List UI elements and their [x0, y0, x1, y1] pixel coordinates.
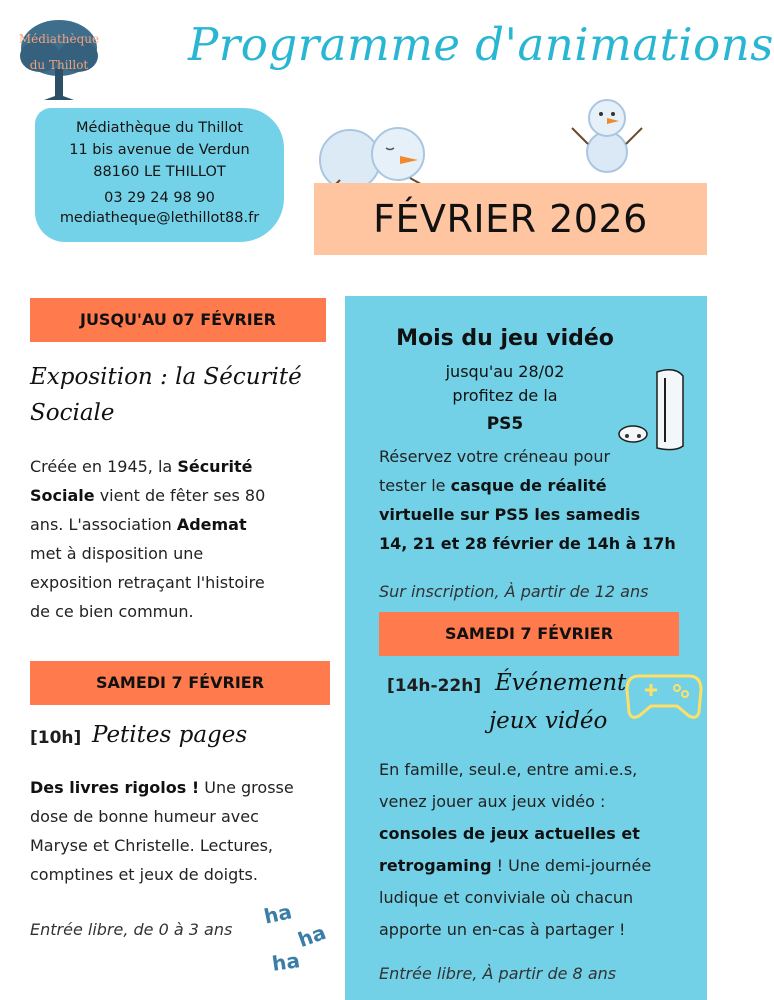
haha-text: ha — [294, 919, 330, 953]
contact-address: 11 bis avenue de Verdun — [69, 142, 250, 158]
expo-text: exposition retraçant l'histoire — [30, 573, 265, 592]
expo-text: de ce bien commun. — [30, 602, 194, 621]
jeu-subtitle2: profitez de la — [452, 386, 558, 405]
month-banner — [314, 183, 707, 255]
pages-text: comptines et jeux de doigts. — [30, 865, 258, 884]
haha-text: ha — [270, 948, 302, 976]
pages-date-bar: SAMEDI 7 FÉVRIER — [30, 661, 330, 705]
pages-description — [30, 773, 340, 889]
jeu-bold: 14, 21 et 28 février de 14h à 17h — [379, 534, 676, 553]
mediatheque-logo — [14, 16, 104, 100]
haha-doodle — [261, 899, 342, 982]
event-text: ! Une demi-journée — [491, 856, 652, 875]
jeu-ps5-label: PS5 — [486, 414, 524, 434]
expo-text: vient de fêter ses 80 — [94, 486, 266, 505]
event-time: [14h-22h] — [387, 676, 482, 696]
event-bold: consoles de jeux actuelles et — [379, 824, 640, 843]
contact-card — [35, 108, 284, 242]
jeu-title: Mois du jeu vidéo — [396, 326, 614, 351]
standing-snowman-icon — [568, 94, 646, 174]
expo-title-line1: Exposition : la Sécurité — [30, 364, 302, 390]
ps5-console-icon — [617, 366, 693, 452]
event-text: ludique et conviviale où chacun — [379, 888, 634, 907]
right-panel — [345, 296, 707, 1000]
expo-bold: Sociale — [30, 486, 95, 505]
pages-bold: Des livres rigolos ! — [30, 778, 200, 797]
event-bold: retrogaming — [379, 856, 492, 875]
expo-bold: Sécurité — [177, 457, 253, 476]
pages-note: Entrée libre, de 0 à 3 ans — [30, 920, 233, 939]
pages-text: Une grosse — [199, 778, 294, 797]
logo-line1: Médiathèque — [18, 32, 100, 46]
jeu-subtitle1: jusqu'au 28/02 — [445, 362, 565, 381]
event-text: En famille, seul.e, entre ami.e.s, — [379, 760, 638, 779]
pages-text: Maryse et Christelle. Lectures, — [30, 836, 273, 855]
jeu-bold: casque de réalité — [450, 476, 607, 495]
jeu-bold: virtuelle sur PS5 les samedis — [379, 505, 641, 524]
jeu-note: Sur inscription, À partir de 12 ans — [379, 582, 649, 601]
event-title-line2: jeux vidéo — [489, 708, 608, 734]
expo-bold: Ademat — [176, 515, 247, 534]
contact-name: Médiathèque du Thillot — [76, 120, 243, 136]
event-text: apporte un en-cas à partager ! — [379, 920, 626, 939]
event-text: venez jouer aux jeux vidéo : — [379, 792, 606, 811]
contact-email[interactable]: mediatheque@lethillot88.fr — [59, 210, 260, 226]
expo-title-line2: Sociale — [30, 400, 115, 426]
gamepad-icon — [625, 664, 703, 722]
page-title: Programme d'animations — [188, 18, 774, 71]
expo-description — [30, 452, 330, 626]
jeu-text: Réservez votre créneau pour — [379, 447, 611, 466]
pages-title: Petites pages — [92, 722, 248, 748]
contact-city: 88160 LE THILLOT — [93, 164, 226, 180]
jeu-text: tester le — [379, 476, 451, 495]
expo-text: ans. L'association — [30, 515, 177, 534]
pages-time: [10h] — [30, 728, 82, 748]
expo-date-bar: JUSQU'AU 07 FÉVRIER — [30, 298, 326, 342]
logo-line2: du Thillot — [29, 58, 89, 72]
event-description — [379, 754, 701, 946]
event-date-bar: SAMEDI 7 FÉVRIER — [379, 612, 679, 656]
contact-phone[interactable]: 03 29 24 98 90 — [104, 190, 215, 206]
haha-text: ha — [261, 899, 294, 929]
month-label: FÉVRIER 2026 — [373, 197, 648, 241]
jeu-description — [379, 442, 699, 558]
expo-text: Créée en 1945, la — [30, 457, 178, 476]
expo-text: met à disposition une — [30, 544, 204, 563]
pages-text: dose de bonne humeur avec — [30, 807, 259, 826]
event-title-line1: Événement — [495, 670, 627, 696]
event-note: Entrée libre, À partir de 8 ans — [379, 964, 617, 983]
